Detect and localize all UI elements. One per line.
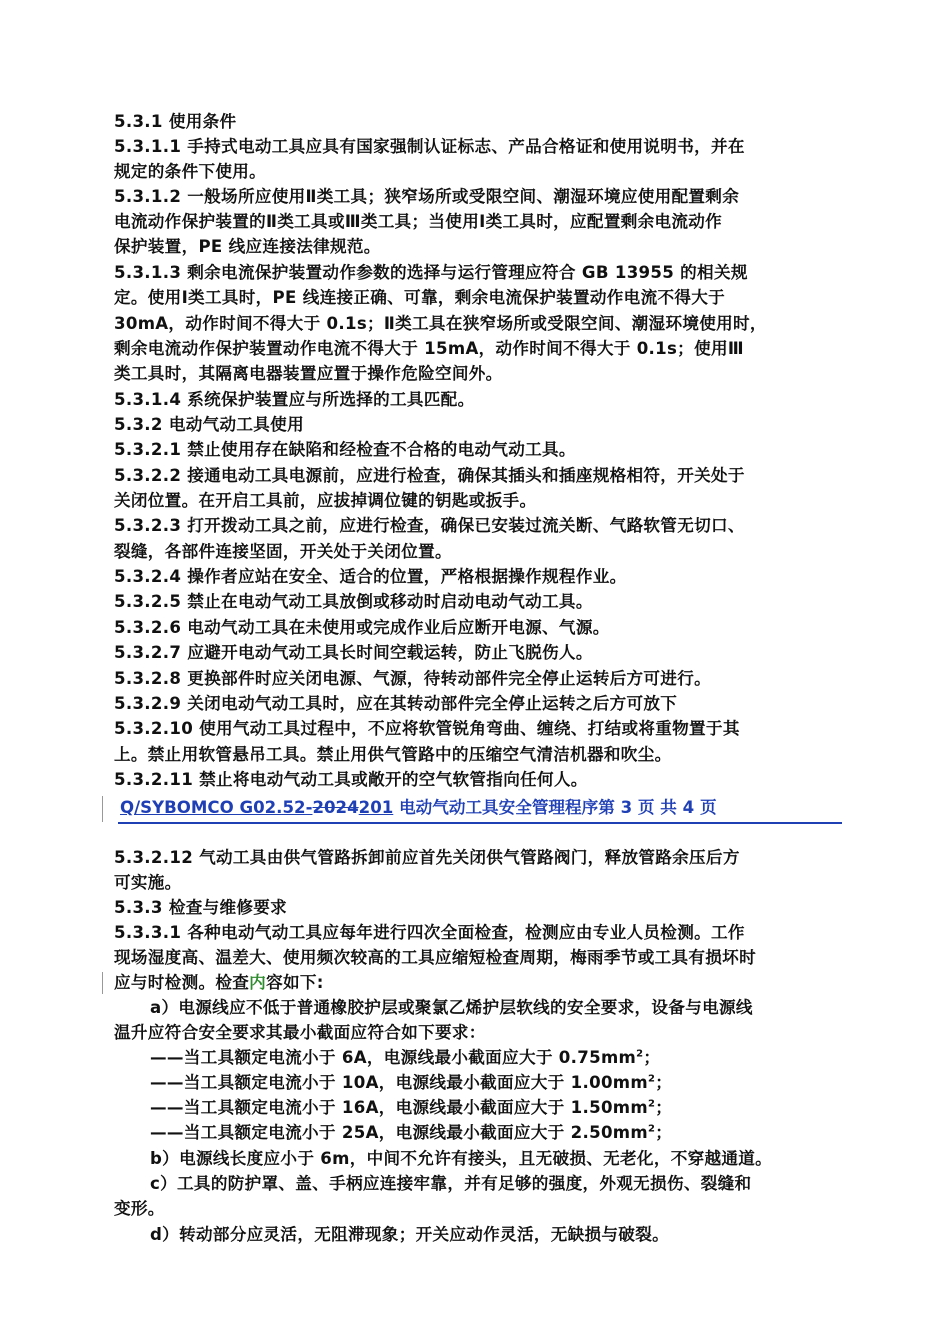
cable-spec-sup: 2 — [647, 1073, 656, 1085]
text-line: 5.3.2.10 使用气动工具过程中，不应将软管锐角弯曲、缠绕、打结或将重物置于其 — [114, 719, 740, 738]
text-line: 5.3.2.4 操作者应站在安全、适合的位置，严格根据操作规程作业。 — [114, 567, 627, 586]
footer-title: 电动气动工具安全管理程序第 3 页 共 4 页 — [393, 798, 717, 817]
item-a-line2: 温升应符合安全要求其最小截面应符合如下要求： — [114, 1023, 486, 1042]
text-line: 类工具时，其隔离电器装置应置于操作危险空间外。 — [114, 364, 503, 383]
cable-spec-end: ； — [655, 1098, 673, 1117]
cable-spec-end: ； — [655, 1123, 673, 1142]
change-bar — [102, 796, 103, 822]
footer-rule — [118, 822, 842, 824]
cable-spec-text: ——当工具额定电流小于 25A，电源线最小截面应大于 2.50mm — [150, 1123, 648, 1142]
text-line: 5.3.2.1 禁止使用存在缺陷和经检查不合格的电动气动工具。 — [114, 440, 576, 459]
footer-code-struck: 2024 — [312, 798, 359, 817]
cable-spec-sup: 2 — [647, 1123, 656, 1135]
inspect-line-after: 容如下: — [266, 973, 324, 992]
cable-spec-text: ——当工具额定电流小于 6A，电源线最小截面应大于 0.75mm — [150, 1048, 637, 1067]
text-line: 5.3.2.5 禁止在电动气动工具放倒或移动时启动电动气动工具。 — [114, 592, 593, 611]
inspect-line-highlight: 内 — [249, 973, 267, 992]
cable-spec-end: ； — [643, 1048, 661, 1067]
text-line: 5.3.2.12 气动工具由供气管路拆卸前应首先关闭供气管路阀门，释放管路余压后方 — [114, 848, 740, 867]
cable-spec-item — [114, 1071, 672, 1095]
cable-spec-sup: 2 — [636, 1048, 644, 1060]
text-line: 定。使用Ⅰ类工具时，PE 线连接正确、可靠，剩余电流保护装置动作电流不得大于 — [114, 288, 726, 307]
inspect-line-before: 应与时检测。检查 — [114, 973, 250, 992]
page-footer — [114, 796, 842, 828]
cable-spec-item — [114, 1046, 660, 1070]
item-c-line1: c）工具的防护罩、盖、手柄应连接牢靠，并有足够的强度，外观无损伤、裂缝和 — [150, 1174, 752, 1193]
item-a-line1: a）电源线应不低于普通橡胶护层或聚氯乙烯护层软线的安全要求，设备与电源线 — [150, 998, 753, 1017]
text-line: 5.3.2.6 电动气动工具在未使用或完成作业后应断开电源、气源。 — [114, 618, 610, 637]
text-line: 裂缝，各部件连接坚固，开关处于关闭位置。 — [114, 542, 452, 561]
text-line: 5.3.3.1 各种电动气动工具应每年进行四次全面检查，检测应由专业人员检测。工作 — [114, 923, 745, 942]
cable-spec-item — [114, 1121, 672, 1145]
cable-spec-text: ——当工具额定电流小于 16A，电源线最小截面应大于 1.50mm — [150, 1098, 648, 1117]
text-line: 5.3.1.2 一般场所应使用Ⅱ类工具；狭窄场所或受限空间、潮湿环境应使用配置剩余 — [114, 187, 740, 206]
cable-spec-end: ； — [655, 1073, 673, 1092]
text-line: 5.3.1.4 系统保护装置应与所选择的工具匹配。 — [114, 390, 475, 409]
cable-spec-item — [114, 1096, 672, 1120]
heading-5-3-2: 5.3.2 电动气动工具使用 — [114, 415, 304, 434]
footer-code-underlined: 201 — [358, 798, 394, 817]
inspect-line — [114, 971, 324, 995]
text-line: 5.3.2.8 更换部件时应关闭电源、气源，待转动部件完全停止运转后方可进行。 — [114, 669, 711, 688]
text-line: 规定的条件下使用。 — [114, 162, 267, 181]
text-line: 保护装置，PE 线应连接法律规范。 — [114, 237, 381, 256]
text-line: 关闭位置。在开启工具前，应拔掉调位键的钥匙或扳手。 — [114, 491, 537, 510]
text-line: 5.3.2.7 应避开电动气动工具长时间空载运转，防止飞脱伤人。 — [114, 643, 593, 662]
item-d: d）转动部分应灵活，无阻滞现象；开关应动作灵活，无缺损与破裂。 — [150, 1225, 669, 1244]
text-line: 5.3.2.11 禁止将电动气动工具或敞开的空气软管指向任何人。 — [114, 770, 588, 789]
text-line: 现场湿度高、温差大、使用频次较高的工具应缩短检查周期，梅雨季节或工具有损坏时 — [114, 948, 756, 967]
text-line: 上。禁止用软管悬吊工具。禁止用供气管路中的压缩空气清洁机器和吹尘。 — [114, 745, 672, 764]
change-bar — [102, 972, 103, 994]
text-line: 5.3.1.3 剩余电流保护装置动作参数的选择与运行管理应符合 GB 13955 的相关规 — [114, 263, 748, 282]
text-line: 可实施。 — [114, 873, 182, 892]
text-line: 5.3.1.1 手持式电动工具应具有国家强制认证标志、产品合格证和使用说明书，并在 — [114, 137, 745, 156]
text-line: 电流动作保护装置的Ⅱ类工具或Ⅲ类工具；当使用Ⅰ类工具时，应配置剩余电流动作 — [114, 212, 723, 231]
cable-spec-text: ——当工具额定电流小于 10A，电源线最小截面应大于 1.00mm — [150, 1073, 648, 1092]
item-c-line2: 变形。 — [114, 1199, 165, 1218]
heading-5-3-1: 5.3.1 使用条件 — [114, 112, 237, 131]
text-line: 5.3.2.2 接通电动工具电源前，应进行检查，确保其插头和插座规格相符，开关处于 — [114, 466, 745, 485]
footer-code-prefix: Q/SYBOMCO G02.52- — [120, 798, 313, 817]
item-b: b）电源线长度应小于 6m，中间不允许有接头，且无破损、无老化，不穿越通道。 — [150, 1149, 773, 1168]
text-line: 5.3.2.3 打开拨动工具之前，应进行检查，确保已安装过流关断、气路软管无切口、 — [114, 516, 745, 535]
text-line: 5.3.2.9 关闭电动气动工具时，应在其转动部件完全停止运转之后方可放下 — [114, 694, 678, 713]
cable-spec-sup: 2 — [647, 1098, 656, 1110]
footer-text — [120, 796, 717, 820]
text-line: 剩余电流动作保护装置动作电流不得大于 15mA，动作时间不得大于 0.1s；使用Ⅲ — [114, 339, 744, 358]
text-line: 30mA，动作时间不得大于 0.1s；Ⅱ类工具在狭窄场所或受限空间、潮湿环境使用时， — [114, 314, 767, 333]
heading-5-3-3: 5.3.3 检查与维修要求 — [114, 898, 288, 917]
